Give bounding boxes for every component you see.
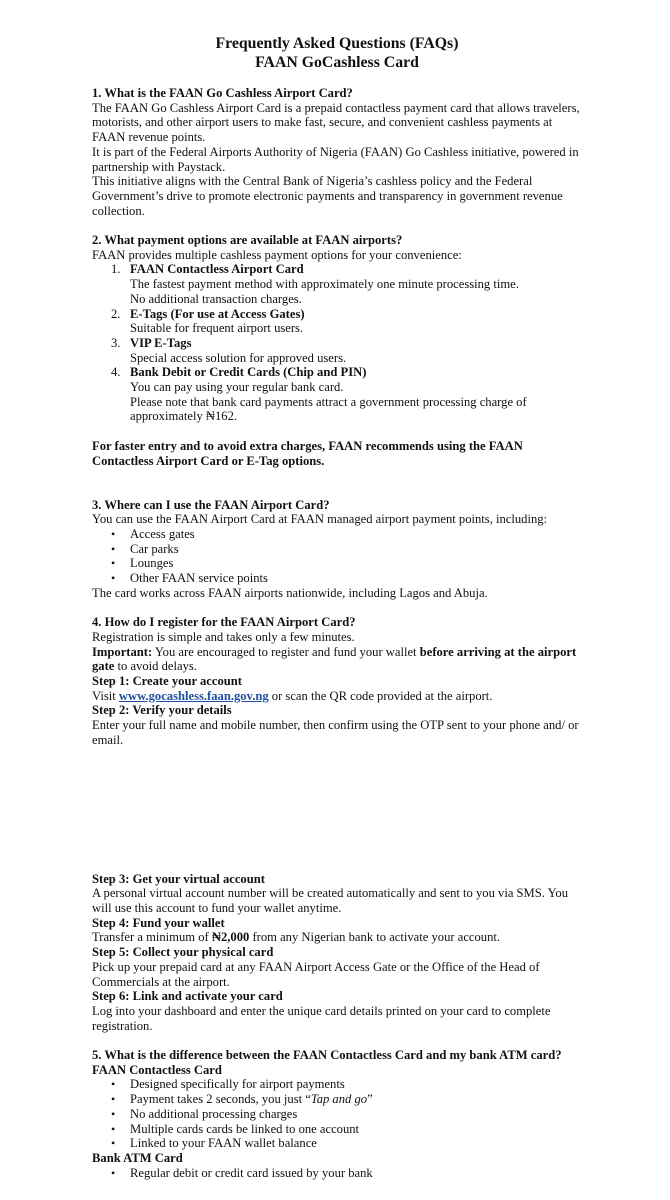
bank-card-list xyxy=(92,1166,582,1181)
list-item xyxy=(92,307,582,336)
gocashless-link[interactable]: www.gocashless.faan.gov.ng xyxy=(118,688,269,703)
subheading: Bank ATM Card xyxy=(92,1150,183,1165)
list-number: 2. xyxy=(111,306,121,321)
faq-document xyxy=(92,34,582,1180)
list-item xyxy=(92,336,582,365)
list-item xyxy=(92,1166,582,1181)
usage-points-list xyxy=(92,527,582,586)
contactless-card-list xyxy=(92,1077,582,1151)
important-note xyxy=(92,645,582,674)
step-text-pre: Visit xyxy=(92,688,119,703)
list-item xyxy=(92,365,582,424)
faq-section-1 xyxy=(92,86,582,218)
step-heading: Step 5: Collect your physical card xyxy=(92,945,274,960)
list-item xyxy=(92,1122,582,1137)
step-heading: Step 1: Create your account xyxy=(92,674,242,689)
step-text-pre: Transfer a minimum of xyxy=(92,930,212,945)
option-title: E-Tags (For use at Access Gates) xyxy=(130,306,305,321)
bullet-icon: • xyxy=(111,1165,116,1180)
tap-and-go-emphasis: Tap and go xyxy=(310,1092,368,1107)
bullet-icon: • xyxy=(111,527,116,542)
list-item-text: Designed specifically for airport payments xyxy=(130,1077,345,1092)
faq-section-2 xyxy=(92,233,582,468)
step-heading: Step 6: Link and activate your card xyxy=(92,989,283,1004)
list-item-text: Regular debit or credit card issued by your bank xyxy=(130,1165,373,1180)
option-text: Special access solution for approved users. xyxy=(130,350,347,365)
important-text: You are encouraged to register and fund your wallet xyxy=(152,644,420,659)
step-heading: Step 3: Get your virtual account xyxy=(92,871,265,886)
faq-section-5 xyxy=(92,1048,582,1180)
list-number: 1. xyxy=(111,262,121,277)
bullet-icon: • xyxy=(111,1077,116,1092)
step-text: Pick up your prepaid card at any FAAN Airport Access Gate or the Office of the Head of Commercials at the airport. xyxy=(92,959,540,989)
list-item-text: Multiple cards cards be linked to one account xyxy=(130,1121,360,1136)
bullet-icon: • xyxy=(111,541,116,556)
option-text: Please note that bank card payments attract a government processing charge of approximately ₦162. xyxy=(130,394,527,424)
answer-intro: You can use the FAAN Airport Card at FAAN managed airport payment points, including: xyxy=(92,512,548,527)
list-item-text: Lounges xyxy=(130,556,174,571)
answer-paragraph: This initiative aligns with the Central Bank of Nigeria’s cashless policy and the Federal Government’s drive to promote electronic payments and transparency in government revenue collection. xyxy=(92,174,563,218)
list-item-text: Car parks xyxy=(130,541,179,556)
list-item xyxy=(92,1107,582,1122)
question-heading: 1. What is the FAAN Go Cashless Airport Card? xyxy=(92,86,353,100)
option-title: Bank Debit or Credit Cards (Chip and PIN) xyxy=(130,365,367,380)
bullet-icon: • xyxy=(111,1121,116,1136)
option-title: FAAN Contactless Airport Card xyxy=(130,262,304,277)
bullet-icon: • xyxy=(111,1136,116,1151)
list-item-text: Payment takes 2 seconds, you just “ xyxy=(130,1092,311,1107)
list-item xyxy=(92,1077,582,1092)
bullet-icon: • xyxy=(111,1092,116,1107)
answer-paragraph: It is part of the Federal Airports Authority of Nigeria (FAAN) Go Cashless initiative, powered in partnership with Paystack. xyxy=(92,144,579,174)
step-text: A personal virtual account number will be created automatically and sent to you via SMS. You will use this account to fund your wallet anytime. xyxy=(92,886,569,915)
list-item-text-end: ” xyxy=(367,1092,373,1107)
payment-options-list xyxy=(92,262,582,424)
title-line-2: FAAN GoCashless Card xyxy=(255,54,419,71)
question-heading: 4. How do I register for the FAAN Airport Card? xyxy=(92,615,356,630)
list-item xyxy=(92,1092,582,1107)
document-title xyxy=(92,34,582,72)
list-item xyxy=(92,542,582,557)
option-title: VIP E-Tags xyxy=(130,335,192,350)
option-text: You can pay using your regular bank card. xyxy=(130,380,344,395)
answer-intro: Registration is simple and takes only a few minutes. xyxy=(92,629,355,644)
list-item xyxy=(92,527,582,542)
list-item xyxy=(92,571,582,586)
list-item-text: Access gates xyxy=(130,527,195,542)
list-item xyxy=(92,556,582,571)
bullet-icon: • xyxy=(111,556,116,571)
option-text: No additional transaction charges. xyxy=(130,291,302,306)
page-break-space xyxy=(92,748,582,872)
step-text xyxy=(92,930,582,945)
list-number: 3. xyxy=(111,335,121,350)
step-heading: Step 2: Verify your details xyxy=(92,703,232,718)
option-text: The fastest payment method with approximately one minute processing time. xyxy=(130,277,519,292)
step-text xyxy=(92,689,582,704)
minimum-amount: ₦2,000 xyxy=(211,930,250,945)
step-heading: Step 4: Fund your wallet xyxy=(92,915,225,930)
question-heading: 5. What is the difference between the FAAN Contactless Card and my bank ATM card? xyxy=(92,1048,562,1062)
bullet-icon: • xyxy=(111,1106,116,1121)
important-emphasis: before arriving at the airport gate xyxy=(92,644,577,674)
question-heading: 3. Where can I use the FAAN Airport Card? xyxy=(92,497,330,512)
question-heading: 2. What payment options are available at FAAN airports? xyxy=(92,233,403,248)
step-text-post: from any Nigerian bank to activate your account. xyxy=(249,930,501,945)
faq-section-3 xyxy=(92,498,582,601)
list-item xyxy=(92,262,582,306)
list-item-text: Other FAAN service points xyxy=(130,571,268,586)
faq-section-4 xyxy=(92,615,582,1033)
important-text-end: to avoid delays. xyxy=(114,659,197,674)
step-text: Log into your dashboard and enter the unique card details printed on your card to complete registration. xyxy=(92,1003,551,1033)
option-text: Suitable for frequent airport users. xyxy=(130,321,304,336)
step-text: Enter your full name and mobile number, then confirm using the OTP sent to your phone and/ or email. xyxy=(92,718,579,747)
recommendation-note: For faster entry and to avoid extra charges, FAAN recommends using the FAAN Contactless Airport Card or E-Tag options. xyxy=(92,438,523,468)
answer-intro: FAAN provides multiple cashless payment options for your convenience: xyxy=(92,247,462,262)
list-item-text: Linked to your FAAN wallet balance xyxy=(130,1136,317,1151)
answer-paragraph: The FAAN Go Cashless Airport Card is a prepaid contactless payment card that allows travelers, motorists, and other airport users to make fast, secure, and convenient cashless payments at FAAN revenue points. xyxy=(92,100,580,145)
list-number: 4. xyxy=(111,365,121,380)
subheading: FAAN Contactless Card xyxy=(92,1062,222,1077)
list-item xyxy=(92,1136,582,1151)
title-line-1: Frequently Asked Questions (FAQs) xyxy=(215,35,459,52)
step-text-post: or scan the QR code provided at the airport. xyxy=(268,688,493,703)
list-item-text: No additional processing charges xyxy=(130,1106,298,1121)
bullet-icon: • xyxy=(111,571,116,586)
important-label: Important: xyxy=(92,644,153,659)
answer-outro: The card works across FAAN airports nationwide, including Lagos and Abuja. xyxy=(92,585,488,600)
